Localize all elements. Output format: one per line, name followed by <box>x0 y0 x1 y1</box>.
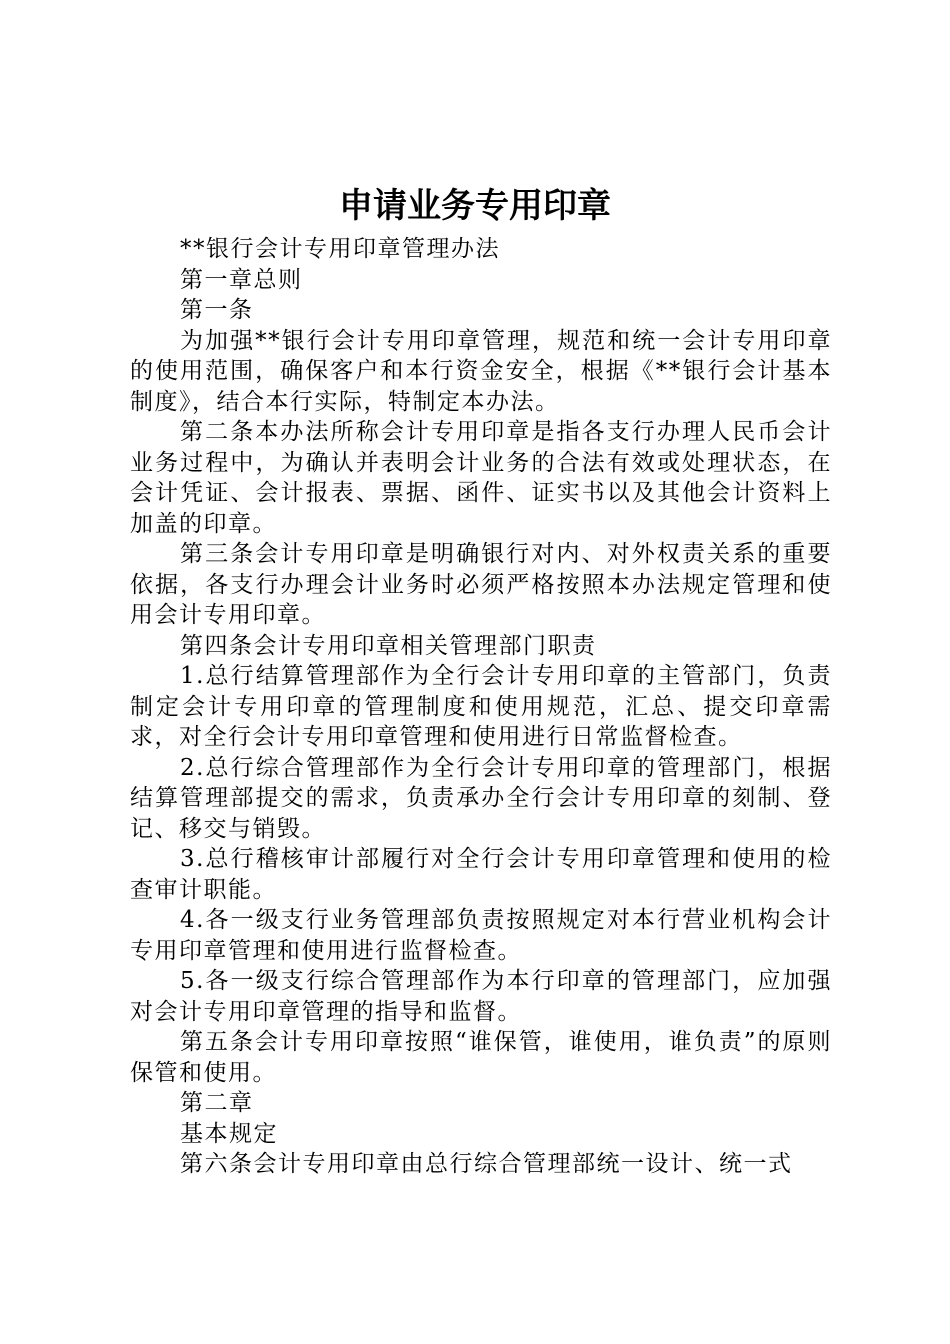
paragraph-chapter-2-title: 基本规定 <box>180 1120 278 1147</box>
document-title: 申请业务专用印章 <box>339 186 611 226</box>
paragraph-article-1-label: 第一条 <box>180 297 254 323</box>
paragraph-article-3: 第三条会计专用印章是明确银行对内、对外权责关系的重要依据，各支行办理会计业务时必须严格按照本办法规定管理和使用会计专用印章。 <box>130 541 832 628</box>
paragraph-heading: **银行会计专用印章管理办法 <box>180 236 500 262</box>
paragraph-item-4: 4.各一级支行业务管理部负责按照规定对本行营业机构会计专用印章管理和使用进行监督检查。 <box>130 907 832 964</box>
document-body <box>130 234 832 1180</box>
paragraph-article-1: 为加强**银行会计专用印章管理，规范和统一会计专用印章的使用范围，确保客户和本行资金安全，根据《**银行会计基本制度》，结合本行实际，特制定本办法。 <box>130 327 832 415</box>
paragraph-chapter-1: 第一章总则 <box>180 266 303 293</box>
paragraph-article-6: 第六条会计专用印章由总行综合管理部统一设计、统一式 <box>180 1151 793 1177</box>
paragraph-article-2: 第二条本办法所称会计专用印章是指各支行办理人民币会计业务过程中，为确认并表明会计业务的合法有效或处理状态，在会计凭证、会计报表、票据、函件、证实书以及其他会计资料上加盖的印章。 <box>130 419 832 537</box>
paragraph-chapter-2: 第二章 <box>180 1090 254 1116</box>
paragraph-article-4: 第四条会计专用印章相关管理部门职责 <box>180 632 597 659</box>
paragraph-item-2: 2.总行综合管理部作为全行会计专用印章的管理部门，根据结算管理部提交的需求，负责承办全行会计专用印章的刻制、登记、移交与销毁。 <box>130 754 832 842</box>
paragraph-article-5: 第五条会计专用印章按照“谁保管，谁使用，谁负责”的原则保管和使用。 <box>130 1029 832 1086</box>
paragraph-item-3: 3.总行稽核审计部履行对全行会计专用印章管理和使用的检查审计职能。 <box>130 846 832 903</box>
paragraph-item-1: 1.总行结算管理部作为全行会计专用印章的主管部门，负责制定会计专用印章的管理制度和使用规范，汇总、提交印章需求，对全行会计专用印章管理和使用进行日常监督检查。 <box>130 663 832 750</box>
paragraph-item-5: 5.各一级支行综合管理部作为本行印章的管理部门，应加强对会计专用印章管理的指导和监督。 <box>130 968 832 1025</box>
